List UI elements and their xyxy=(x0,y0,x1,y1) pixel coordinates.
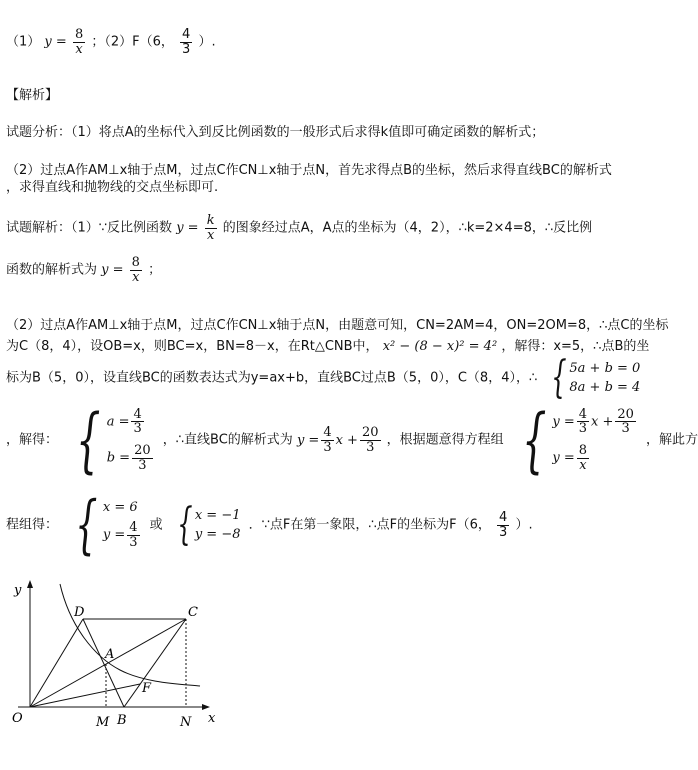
sys-row: 8a + b = 4 xyxy=(569,380,641,395)
frac-den: 3 xyxy=(366,439,375,455)
frac-den: 3 xyxy=(323,439,332,455)
system-sol2 xyxy=(171,499,241,550)
frac-num: 8 xyxy=(131,255,140,270)
frac-8-over-x xyxy=(130,256,142,284)
frac-num: 4 xyxy=(578,406,587,422)
label-M: M xyxy=(96,715,110,730)
y-eq: y = xyxy=(296,432,320,448)
frac-den: 3 xyxy=(182,41,191,57)
sys-row: 5a + b = 0 xyxy=(569,361,641,376)
solution-line-5 xyxy=(6,352,644,403)
segment-OD xyxy=(30,619,83,707)
a-eq: a = xyxy=(106,414,130,430)
label-C: C xyxy=(188,605,198,620)
text: ，解得：x=5，∴点B的坐 xyxy=(501,339,650,354)
y-eq: y = xyxy=(552,450,575,466)
answer-y-eq: y = xyxy=(44,34,67,50)
frac-den: 3 xyxy=(499,524,508,540)
bc-expression xyxy=(296,424,383,455)
text: ，∴直线BC的解析式为 xyxy=(162,432,293,448)
text: 函数的解析式为 xyxy=(6,262,98,278)
frac-den: 3 xyxy=(129,535,138,550)
label-O: O xyxy=(12,711,23,726)
label-A: A xyxy=(105,647,115,662)
system-sol1 xyxy=(66,488,141,562)
frac-den: x xyxy=(132,269,140,285)
frac-20-over-3 xyxy=(615,408,636,436)
frac-4-over-3 xyxy=(321,426,333,454)
x-plus: x + xyxy=(335,432,358,448)
pythag-eq: x² − (8 − x)² = 4² xyxy=(382,339,498,354)
text: ，根据题意得方程组 xyxy=(386,432,504,448)
answer-line xyxy=(6,28,216,56)
y-eq: y = xyxy=(552,414,575,430)
frac-num: 20 xyxy=(134,443,151,458)
brace: { xyxy=(76,399,101,481)
system-2 xyxy=(512,399,638,481)
text: ，解此方 xyxy=(646,432,698,448)
text: 的图象经过点A，A点的坐标为（4，2），∴k=2×4=8，∴反比例 xyxy=(222,220,593,236)
text: ； xyxy=(148,262,162,278)
label-y: y xyxy=(14,583,22,598)
frac-8-over-x xyxy=(577,444,589,472)
or-text: 或 xyxy=(149,517,163,533)
solution-line-3: （2）过点A作AM⊥x轴于点M，过点C作CN⊥x轴于点N，由题意可知，CN=2AM=4，ON=2OM=8，∴点C的坐标 xyxy=(6,318,669,333)
x-plus: x + xyxy=(591,414,614,430)
sys-row: x = 6 xyxy=(102,500,138,516)
x-axis-arrow-icon xyxy=(202,704,210,710)
brace: { xyxy=(521,399,547,481)
frac-num: 4 xyxy=(323,424,332,440)
text: ，解得： xyxy=(6,432,59,448)
geometry-figure xyxy=(0,572,240,762)
label-B: B xyxy=(117,713,127,728)
system-1 xyxy=(545,352,641,403)
frac-k-over-x xyxy=(205,214,217,242)
y-axis-arrow-icon xyxy=(27,580,33,588)
answer-end: ）. xyxy=(198,34,216,50)
hyperbola-curve xyxy=(60,584,200,686)
label-x: x xyxy=(208,711,216,726)
solution-line-2 xyxy=(6,256,161,284)
answer-sep: ；（2）F（6， xyxy=(91,34,174,50)
text: 标为B（5，0），设直线BC的函数表达式为y=ax+b，直线BC过点B（5，0），C（8，4），∴ xyxy=(6,370,538,386)
solution-line-7 xyxy=(6,488,533,562)
sys-row xyxy=(107,408,155,436)
section-heading: 【解析】 xyxy=(6,88,59,103)
label-F: F xyxy=(142,681,152,696)
text: 试题解析：（1）∵反比例函数 xyxy=(6,220,173,236)
frac-num: 8 xyxy=(578,443,587,458)
analysis-line-1: 试题分析：（1）将点A的坐标代入到反比例函数的一般形式后求得k值即可确定函数的解析式； xyxy=(6,125,545,140)
b-eq: b = xyxy=(106,450,131,466)
frac-den: x xyxy=(206,227,215,243)
frac-num: k xyxy=(206,213,215,228)
y-eq: y = xyxy=(176,220,199,236)
analysis-line-2: （2）过点A作AM⊥x轴于点M，过点C作CN⊥x轴于点N，首先求得点B的坐标，然后求得直线BC的解析式 xyxy=(6,163,612,178)
frac-num: 4 xyxy=(129,520,138,536)
y-eq: y = xyxy=(101,262,124,278)
frac-num: 4 xyxy=(182,27,191,42)
part1-label: （1） xyxy=(6,34,41,50)
sys-row xyxy=(103,521,142,549)
frac-num: 20 xyxy=(361,424,379,440)
frac-den: 3 xyxy=(138,457,147,473)
brace: { xyxy=(177,499,193,550)
frac-4-over-3 xyxy=(577,408,589,436)
segment-OC xyxy=(30,619,186,707)
y-eq: y = xyxy=(102,528,126,543)
sys-row xyxy=(552,408,638,436)
frac-4-over-3 xyxy=(497,511,509,539)
frac-num: 4 xyxy=(499,509,508,525)
frac-den: x xyxy=(75,41,83,57)
sys-row xyxy=(552,444,638,472)
frac-20-over-3 xyxy=(360,426,381,454)
frac-4-over-3 xyxy=(127,521,139,549)
text: 为C（8，4），设OB=x，则BC=x，BN=8－x，在Rt△CNB中， xyxy=(6,339,379,354)
text: 程组得： xyxy=(6,517,59,533)
frac-num: 4 xyxy=(133,406,142,422)
frac-4-over-3 xyxy=(131,408,143,436)
segment-DB xyxy=(83,619,124,707)
frac-20-over-3 xyxy=(132,444,153,472)
frac-num: 8 xyxy=(74,27,84,42)
brace: { xyxy=(75,488,98,562)
frac-den: 3 xyxy=(578,421,587,437)
frac-den: 3 xyxy=(621,421,630,437)
sys-row xyxy=(107,444,155,472)
frac-8-over-x xyxy=(73,28,85,56)
segment-CB xyxy=(124,619,186,707)
segment-OF xyxy=(30,684,140,707)
frac-num: 20 xyxy=(617,406,634,422)
system-ab xyxy=(66,399,154,481)
analysis-line-3: ，求得直线和抛物线的交点坐标即可. xyxy=(6,180,219,195)
label-N: N xyxy=(180,715,192,730)
text: ．∵点F在第一象限，∴点F的坐标为F（6， xyxy=(248,517,491,533)
label-D: D xyxy=(74,605,85,620)
frac-den: x xyxy=(579,457,587,473)
brace: { xyxy=(551,352,568,403)
text: ）. xyxy=(515,517,533,533)
frac-den: 3 xyxy=(133,421,142,437)
sys-row: y = −8 xyxy=(194,527,241,542)
sys-row: x = −1 xyxy=(194,508,241,523)
frac-4-over-3 xyxy=(180,28,192,56)
solution-line-6 xyxy=(6,399,698,481)
solution-line-1 xyxy=(6,214,592,242)
